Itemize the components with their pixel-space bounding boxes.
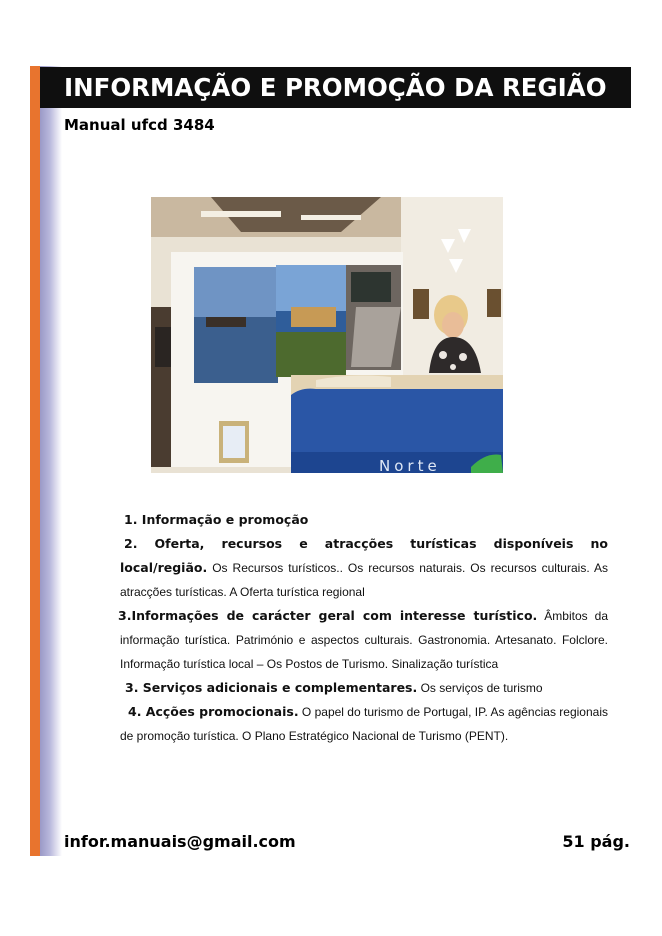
page-title: INFORMAÇÃO E PROMOÇÃO DA REGIÃO bbox=[64, 73, 607, 102]
left-lavender-bar bbox=[40, 66, 62, 856]
desk-sign-text: Norte bbox=[379, 457, 441, 473]
page-count: 51 pág. bbox=[562, 832, 630, 851]
list-item bbox=[120, 508, 608, 532]
item-label: 3. Serviços adicionais e complementares. bbox=[125, 680, 418, 695]
tourism-office-photo bbox=[151, 197, 503, 473]
item-label: 3.Informações de carácter geral com interesse turístico. bbox=[118, 608, 538, 623]
list-item bbox=[120, 532, 608, 604]
item-text: Os Recursos turísticos.. Os recursos naturais. Os recursos culturais. As atracções turísticas. A Oferta turística regional bbox=[120, 561, 608, 599]
list-item bbox=[120, 700, 608, 748]
tourism-office-illustration bbox=[151, 197, 503, 473]
item-text: Âmbitos da informação turística. Património e aspectos culturais. Gastronomia. Artesanato. Folclore. Informação turística local – Os Postos de Turismo. Sinalização turística bbox=[120, 609, 608, 671]
item-label: 2. Oferta, recursos e atracções turísticas disponíveis no local/região. bbox=[120, 536, 608, 575]
item-label: 1. Informação e promoção bbox=[124, 512, 309, 527]
course-contents bbox=[120, 508, 608, 748]
list-item bbox=[120, 604, 608, 676]
list-item bbox=[120, 676, 608, 700]
item-label: 4. Acções promocionais. bbox=[128, 704, 299, 719]
contact-email: infor.manuais@gmail.com bbox=[64, 832, 296, 851]
manual-subtitle: Manual ufcd 3484 bbox=[64, 116, 215, 134]
item-text: O papel do turismo de Portugal, IP. As agências regionais de promoção turística. O Plano Estratégico Nacional de Turismo (PENT). bbox=[120, 705, 608, 743]
item-text: Os serviços de turismo bbox=[417, 681, 543, 695]
left-orange-bar bbox=[30, 66, 40, 856]
